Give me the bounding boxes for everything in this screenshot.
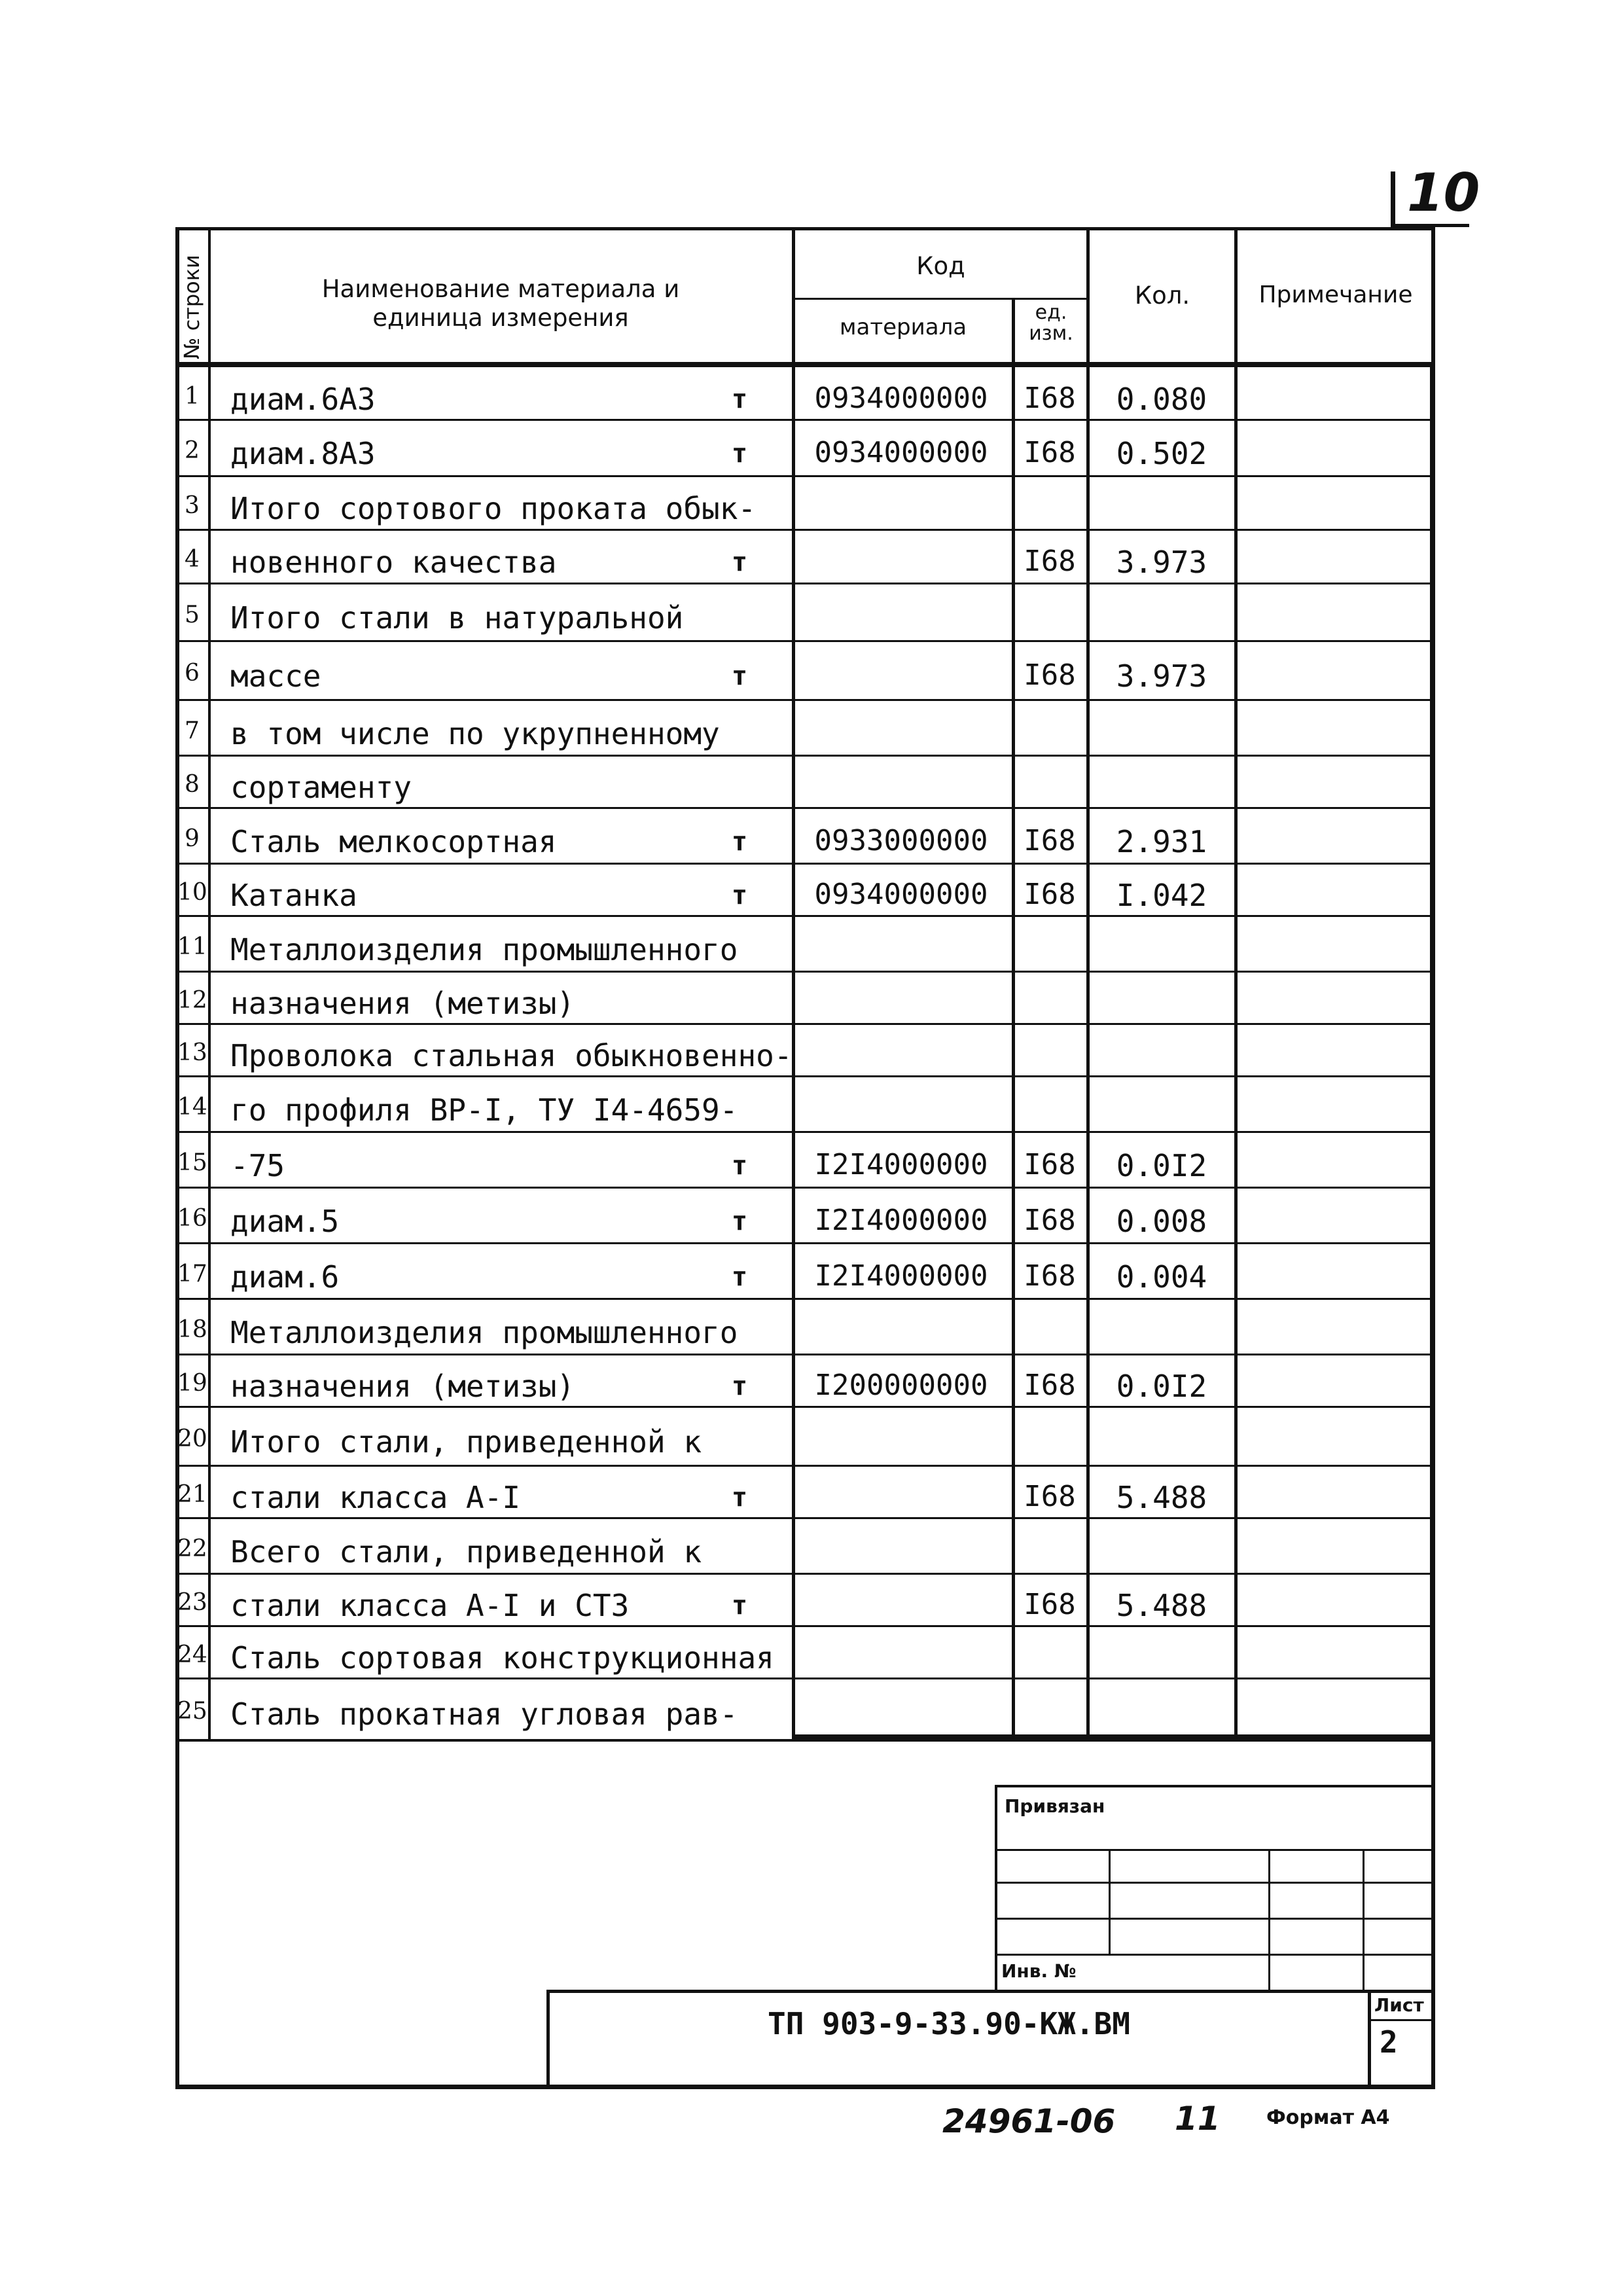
quantity: 0.502 (1116, 436, 1207, 471)
table-bottom-line (175, 1739, 1435, 1742)
unit-mark: т (732, 827, 748, 857)
material-name: диам.6 (230, 1259, 340, 1295)
header-name: Наименование материала и единица измерения (321, 275, 680, 332)
row-separator (175, 475, 1435, 477)
row-number: 17 (177, 1261, 207, 1287)
table-right-edge (1430, 362, 1435, 1740)
unit-code: I68 (1024, 1148, 1076, 1181)
material-code: 0934000000 (814, 878, 988, 911)
header-note: Примечание (1258, 281, 1413, 308)
material-name: назначения (метизы) (230, 1369, 575, 1404)
row-separator (175, 1573, 1435, 1575)
bound-label: Привязан (1005, 1795, 1105, 1817)
quantity: 5.488 (1116, 1480, 1207, 1515)
row-number: 24 (177, 1641, 207, 1668)
quantity: I.042 (1116, 878, 1207, 913)
row-number: 19 (177, 1370, 207, 1397)
quantity: 5.488 (1116, 1588, 1207, 1623)
material-name: диам.5 (230, 1204, 340, 1239)
material-name: в том числе по укрупненному (230, 716, 720, 751)
material-name: стали класса А-I (230, 1480, 521, 1515)
row-number: 15 (177, 1149, 207, 1176)
material-code: I2I4000000 (814, 1148, 988, 1181)
material-code: 0933000000 (814, 824, 988, 857)
unit-mark: т (732, 384, 748, 414)
row-separator (175, 807, 1435, 809)
material-code: 0934000000 (814, 382, 988, 415)
row-separator (175, 1075, 1435, 1077)
row-separator (175, 699, 1435, 701)
quantity: 0.080 (1116, 382, 1207, 417)
unit-mark: т (732, 661, 748, 691)
unit-code: I68 (1024, 1588, 1076, 1621)
quantity: 0.0I2 (1116, 1148, 1207, 1183)
material-code: I200000000 (814, 1369, 988, 1402)
unit-mark: т (732, 1151, 748, 1181)
header-code: Код (916, 252, 965, 280)
quantity: 3.973 (1116, 545, 1207, 580)
material-name: диам.8А3 (230, 436, 376, 471)
quantity: 0.0I2 (1116, 1369, 1207, 1404)
material-name: диам.6А3 (230, 382, 376, 417)
row-separator (175, 1406, 1435, 1408)
row-separator (175, 1625, 1435, 1627)
quantity: 0.008 (1116, 1204, 1207, 1239)
row-number: 23 (177, 1589, 207, 1616)
header-material: материала (839, 314, 967, 340)
row-number: 1 (185, 383, 200, 410)
material-name: назначения (метизы) (230, 986, 575, 1021)
unit-mark: т (732, 1590, 748, 1621)
row-number: 4 (185, 546, 200, 573)
row-number: 21 (177, 1481, 207, 1508)
material-name: массе (230, 658, 321, 694)
quantity: 2.931 (1116, 824, 1207, 859)
row-separator (175, 1298, 1435, 1300)
unit-mark: т (732, 1206, 748, 1236)
row-separator (175, 755, 1435, 757)
row-number: 6 (185, 660, 200, 687)
unit-mark: т (732, 1371, 748, 1401)
unit-code: I68 (1024, 1369, 1076, 1402)
row-separator (175, 1354, 1435, 1355)
unit-code: I68 (1024, 1480, 1076, 1513)
unit-code: I68 (1024, 545, 1076, 578)
row-number: 14 (177, 1094, 207, 1121)
header-row-number: № строки (179, 255, 204, 359)
page-number: 10 (1407, 162, 1480, 223)
row-separator (175, 640, 1435, 642)
material-code: 0934000000 (814, 436, 988, 469)
material-name: го профиля ВР-I, ТУ I4-4659- (230, 1092, 738, 1128)
sheet-value: 2 (1380, 2024, 1398, 2060)
unit-code: I68 (1024, 1259, 1076, 1293)
row-number: 22 (177, 1535, 207, 1562)
material-name: Всего стали, приведенной к (230, 1534, 702, 1570)
row-number: 11 (177, 933, 207, 960)
row-separator (175, 1187, 1435, 1189)
unit-code: I68 (1024, 658, 1076, 692)
material-name: Итого сортового проката обык- (230, 491, 757, 526)
row-separator (175, 971, 1435, 973)
material-code: I2I4000000 (814, 1259, 988, 1293)
unit-mark: т (732, 880, 748, 910)
quantity: 3.973 (1116, 658, 1207, 694)
row-separator (175, 1131, 1435, 1133)
row-number: 13 (177, 1039, 207, 1066)
row-number: 20 (177, 1426, 207, 1452)
row-number: 5 (185, 601, 200, 628)
material-name: стали класса А-I и СТ3 (230, 1588, 630, 1623)
material-name: Проволока стальная обыкновенно- (230, 1038, 793, 1073)
row-number: 9 (185, 825, 200, 852)
unit-code: I68 (1024, 824, 1076, 857)
row-separator (175, 1517, 1435, 1519)
row-number: 7 (185, 717, 200, 744)
row-number: 25 (177, 1698, 207, 1725)
unit-code: I68 (1024, 878, 1076, 911)
material-name: новенного качества (230, 545, 557, 580)
quantity: 0.004 (1116, 1259, 1207, 1295)
row-separator (175, 1242, 1435, 1244)
unit-mark: т (732, 439, 748, 469)
material-name: -75 (230, 1148, 285, 1183)
row-separator (175, 1677, 1435, 1679)
unit-mark: т (732, 1482, 748, 1513)
unit-code: I68 (1024, 436, 1076, 469)
row-separator (175, 863, 1435, 865)
unit-mark: т (732, 1262, 748, 1292)
material-name: Итого стали, приведенной к (230, 1424, 702, 1460)
row-number: 10 (177, 879, 207, 906)
sheet-label: Лист (1374, 1994, 1424, 2016)
header-unit: ед. изм. (1029, 301, 1073, 345)
page-number-bar (1391, 171, 1395, 224)
footer-page: 11 (1175, 2100, 1221, 2138)
archive-number: 24961-06 (942, 2102, 1116, 2140)
material-name: Сталь прокатная угловая рав- (230, 1696, 738, 1732)
unit-code: I68 (1024, 382, 1076, 415)
unit-code: I68 (1024, 1204, 1076, 1237)
row-number: 2 (185, 437, 200, 464)
paper-format: Формат А4 (1266, 2106, 1390, 2129)
row-separator (175, 529, 1435, 531)
document-number: ТП 903-9-33.90-КЖ.ВМ (768, 2006, 1130, 2041)
material-name: Металлоизделия промышленного (230, 932, 738, 967)
unit-mark: т (732, 547, 748, 577)
row-number: 18 (177, 1316, 207, 1343)
row-separator (175, 1465, 1435, 1467)
header-qty: Кол. (1134, 281, 1190, 310)
material-name: Металлоизделия промышленного (230, 1315, 738, 1350)
material-name: сортаменту (230, 770, 412, 805)
material-name: Сталь мелкосортная (230, 824, 557, 859)
material-name: Итого стали в натуральной (230, 600, 684, 636)
row-separator (175, 915, 1435, 917)
material-name: Сталь сортовая конструкционная (230, 1640, 774, 1676)
row-number: 8 (185, 771, 200, 798)
inv-no-label: Инв. № (1001, 1960, 1077, 1982)
row-separator (175, 419, 1435, 421)
row-separator (175, 583, 1435, 584)
row-number: 12 (177, 987, 207, 1014)
material-code: I2I4000000 (814, 1204, 988, 1237)
row-separator (175, 1023, 1435, 1025)
row-number: 16 (177, 1205, 207, 1232)
row-number: 3 (185, 492, 200, 519)
material-name: Катанка (230, 878, 357, 913)
